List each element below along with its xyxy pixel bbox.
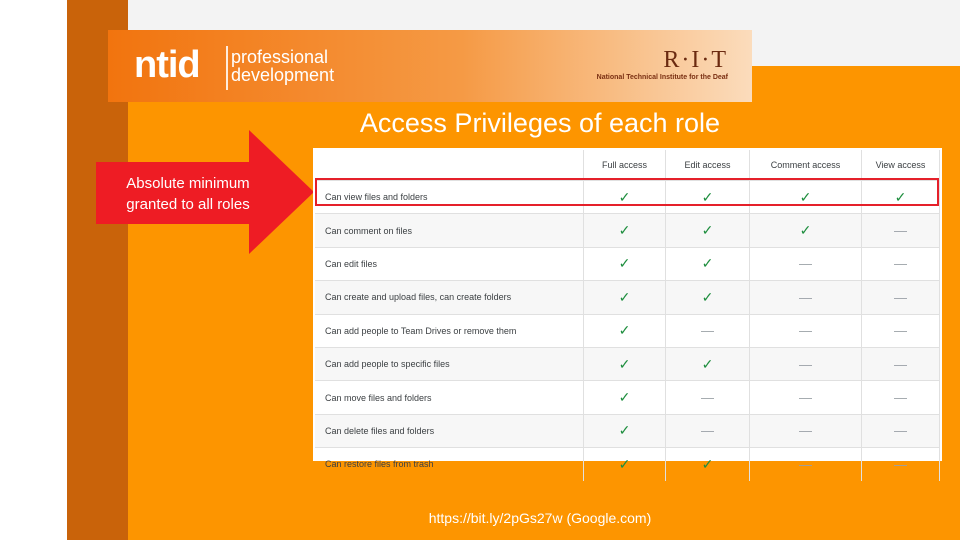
access-cell bbox=[584, 448, 666, 481]
row-label: Can move files and folders bbox=[315, 381, 584, 414]
row-label: Can view files and folders bbox=[315, 181, 584, 214]
access-cell bbox=[862, 414, 940, 447]
dash-icon: — bbox=[894, 390, 907, 406]
access-cell bbox=[666, 414, 750, 447]
access-cell bbox=[584, 247, 666, 280]
rit-subtitle: National Technical Institute for the Deaf bbox=[596, 74, 728, 81]
row-label: Can create and upload files, can create folders bbox=[315, 281, 584, 314]
check-icon: ✓ bbox=[618, 422, 631, 439]
dash-icon: — bbox=[799, 256, 812, 272]
access-cell bbox=[666, 448, 750, 481]
access-cell bbox=[666, 214, 750, 247]
callout-line1: Absolute minimum bbox=[126, 175, 250, 192]
access-cell bbox=[862, 448, 940, 481]
check-icon: ✓ bbox=[618, 222, 631, 239]
ntid-banner bbox=[108, 30, 752, 102]
table-row bbox=[315, 414, 940, 447]
row-label: Can comment on files bbox=[315, 214, 584, 247]
row-label: Can add people to Team Drives or remove them bbox=[315, 314, 584, 347]
check-icon: ✓ bbox=[799, 188, 812, 205]
access-cell bbox=[584, 414, 666, 447]
check-icon: ✓ bbox=[618, 389, 631, 406]
table-row bbox=[315, 314, 940, 347]
access-cell bbox=[750, 381, 862, 414]
dash-icon: — bbox=[701, 423, 714, 439]
check-icon: ✓ bbox=[618, 322, 631, 339]
check-icon: ✓ bbox=[618, 355, 631, 372]
dash-icon: — bbox=[701, 323, 714, 339]
ntid-logo: ntid bbox=[134, 44, 200, 86]
dash-icon: — bbox=[894, 423, 907, 439]
check-icon: ✓ bbox=[701, 288, 714, 305]
check-icon: ✓ bbox=[701, 255, 714, 272]
table-row bbox=[315, 247, 940, 280]
highlight-box bbox=[315, 178, 939, 206]
check-icon: ✓ bbox=[618, 288, 631, 305]
check-icon: ✓ bbox=[701, 188, 714, 205]
rit-logo: R·I·T bbox=[663, 47, 728, 73]
logo-divider bbox=[226, 46, 228, 90]
dash-icon: — bbox=[894, 456, 907, 472]
logo-subtitle bbox=[231, 48, 334, 84]
dash-icon: — bbox=[799, 323, 812, 339]
table-header-row bbox=[315, 150, 940, 181]
access-cell bbox=[666, 381, 750, 414]
dash-icon: — bbox=[894, 223, 907, 239]
access-cell bbox=[584, 281, 666, 314]
check-icon: ✓ bbox=[701, 455, 714, 472]
access-cell bbox=[862, 381, 940, 414]
header-label bbox=[315, 150, 584, 181]
dash-icon: — bbox=[894, 289, 907, 305]
access-cell bbox=[666, 347, 750, 380]
header-view-access: View access bbox=[862, 150, 940, 181]
table-row bbox=[315, 347, 940, 380]
access-cell bbox=[862, 247, 940, 280]
access-cell bbox=[750, 214, 862, 247]
arrow-callout bbox=[98, 173, 278, 215]
row-label: Can add people to specific files bbox=[315, 347, 584, 380]
access-cell bbox=[750, 314, 862, 347]
dash-icon: — bbox=[894, 323, 907, 339]
logo-subtitle-line2: development bbox=[231, 65, 335, 85]
check-icon: ✓ bbox=[894, 188, 907, 205]
check-icon: ✓ bbox=[799, 222, 812, 239]
access-cell bbox=[750, 414, 862, 447]
table-row bbox=[315, 381, 940, 414]
dash-icon: — bbox=[799, 356, 812, 372]
access-cell bbox=[584, 214, 666, 247]
source-url: https://bit.ly/2pGs27w (Google.com) bbox=[428, 510, 652, 526]
check-icon: ✓ bbox=[701, 355, 714, 372]
left-margin bbox=[0, 0, 67, 540]
table-row bbox=[315, 214, 940, 247]
header-comment-access: Comment access bbox=[750, 150, 862, 181]
logo-subtitle-line1: professional bbox=[231, 47, 329, 67]
row-label: Can restore files from trash bbox=[315, 448, 584, 481]
check-icon: ✓ bbox=[618, 255, 631, 272]
access-cell bbox=[584, 347, 666, 380]
access-cell bbox=[666, 314, 750, 347]
dash-icon: — bbox=[894, 356, 907, 372]
access-cell bbox=[750, 448, 862, 481]
access-cell bbox=[666, 281, 750, 314]
dash-icon: — bbox=[894, 256, 907, 272]
dash-icon: — bbox=[799, 390, 812, 406]
check-icon: ✓ bbox=[618, 188, 631, 205]
row-label: Can delete files and folders bbox=[315, 414, 584, 447]
access-cell bbox=[666, 247, 750, 280]
access-cell bbox=[584, 381, 666, 414]
access-cell bbox=[584, 314, 666, 347]
table-row bbox=[315, 448, 940, 481]
access-cell bbox=[862, 281, 940, 314]
dash-icon: — bbox=[701, 390, 714, 406]
row-label: Can edit files bbox=[315, 247, 584, 280]
slide-title: Access Privileges of each role bbox=[359, 108, 721, 138]
check-icon: ✓ bbox=[701, 222, 714, 239]
dash-icon: — bbox=[799, 456, 812, 472]
header-edit-access: Edit access bbox=[666, 150, 750, 181]
access-cell bbox=[750, 347, 862, 380]
dash-icon: — bbox=[799, 289, 812, 305]
callout-line2: granted to all roles bbox=[126, 196, 250, 213]
access-cell bbox=[750, 247, 862, 280]
access-cell bbox=[862, 347, 940, 380]
access-cell bbox=[750, 281, 862, 314]
access-cell bbox=[862, 314, 940, 347]
check-icon: ✓ bbox=[618, 455, 631, 472]
header-full-access: Full access bbox=[584, 150, 666, 181]
table-row bbox=[315, 281, 940, 314]
dash-icon: — bbox=[799, 423, 812, 439]
access-cell bbox=[862, 214, 940, 247]
